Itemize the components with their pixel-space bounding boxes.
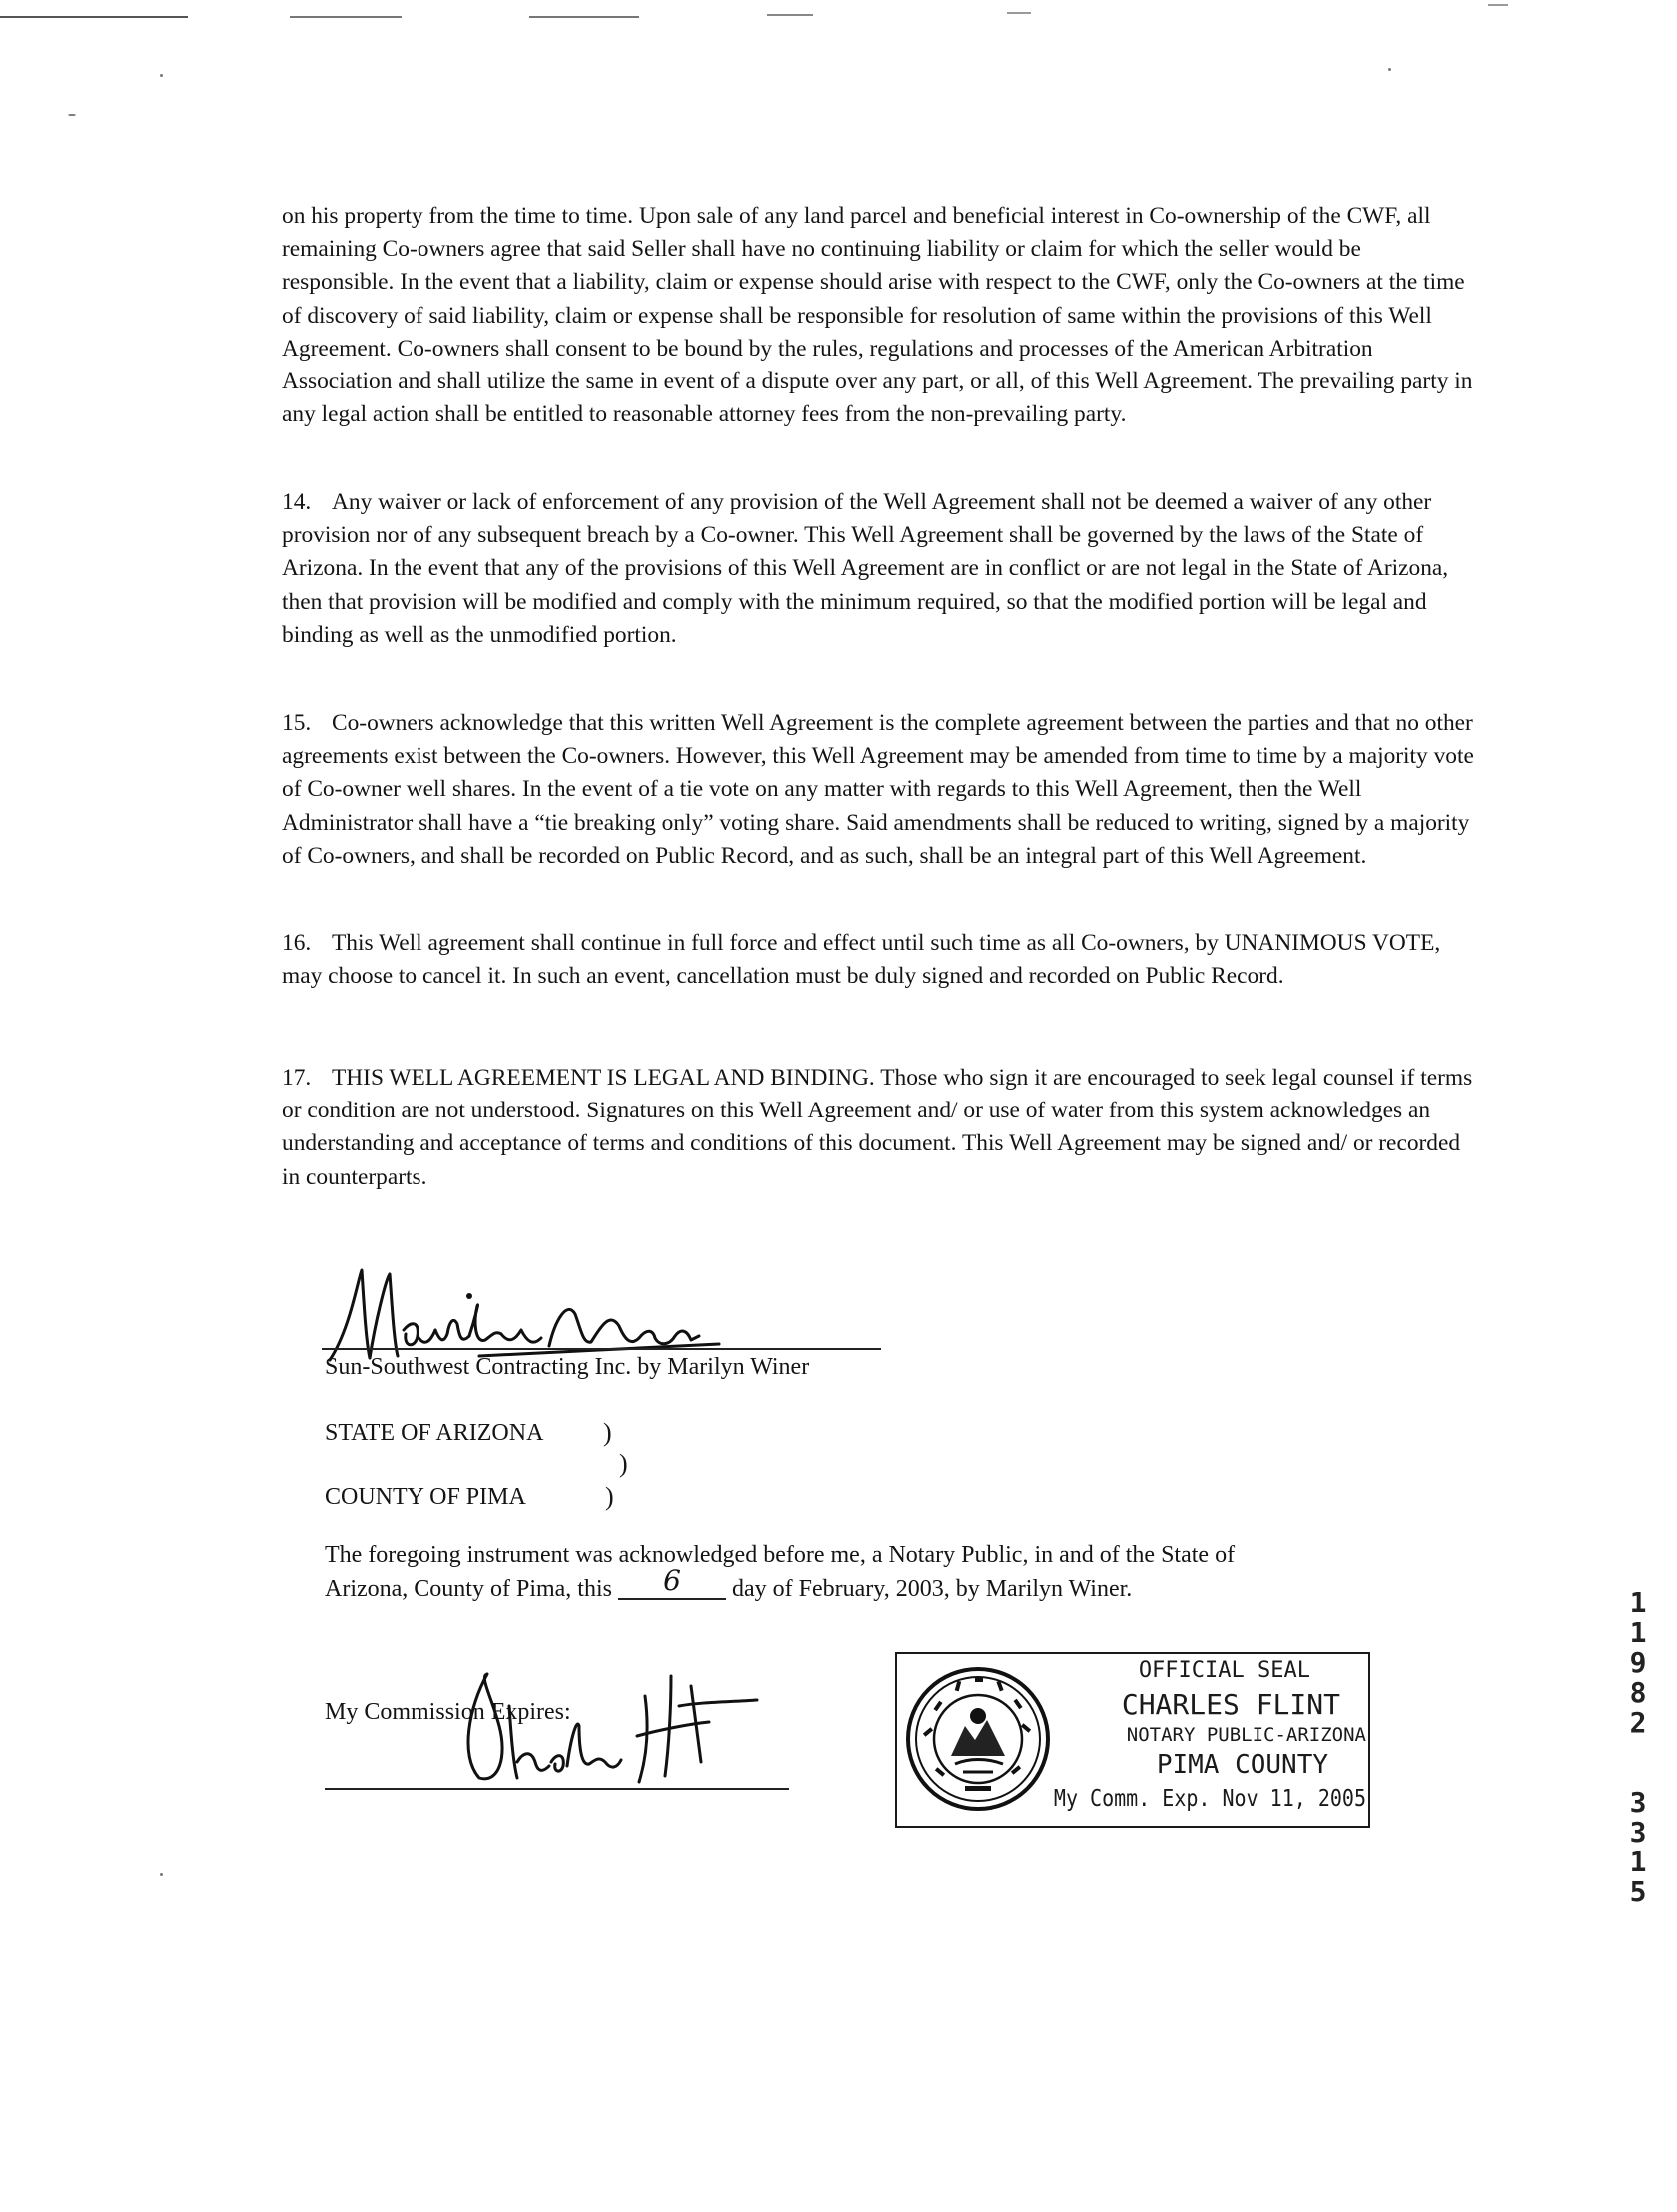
venue-state: STATE OF ARIZONA <box>325 1420 544 1446</box>
acknowledgment-day: 6 <box>663 1564 681 1597</box>
seal-line-official-seal: OFFICIAL SEAL <box>1138 1658 1310 1683</box>
paragraph-17 <box>282 1062 1475 1194</box>
paragraph-text: THIS WELL AGREEMENT IS LEGAL AND BINDING. Those who sign it are encouraged to seek legal counsel if terms or condition are not understood. Signatures on this Well Agreement and/ or use of water from this system acknowledges an understanding and acceptance of terms and conditions of this document. This Well Agreement may be signed and/ or recorded in counterparts. <box>282 1065 1473 1190</box>
paragraph-text: Co-owners acknowledge that this written Well Agreement is the complete agreement between the parties and that no other agreements exist between the Co-owners. However, this Well Agreement may be amended from time to time by a majority vote of Co-owner well shares. In the event of a tie vote on any matter with regards to this Well Agreement, then the Well Administrator shall have a “tie breaking only” voting share. Said amendments shall be reduced to writing, signed by a majority of Co-owners, and shall be recorded on Public Record, and as such, shall be an integral part of this Well Agreement. <box>282 710 1474 869</box>
recording-stamp-digit: 3 <box>1629 1816 1647 1848</box>
paragraph-text: This Well agreement shall continue in full force and effect until such time as all Co-owners, by UNANIMOUS VOTE, may choose to cancel it. In such an event, cancellation must be duly signed and recorded on Public Record. <box>282 930 1441 990</box>
recording-stamp-digit: 1 <box>1629 1586 1647 1619</box>
recording-stamp-digit: 9 <box>1629 1646 1647 1679</box>
paragraph-14 <box>282 486 1475 652</box>
signer-caption: Sun-Southwest Contracting Inc. by Marilyn Winer <box>325 1354 810 1380</box>
notary-signature <box>439 1666 779 1792</box>
venue-county: COUNTY OF PIMA <box>325 1484 526 1510</box>
acknowledgment-line-1: The foregoing instrument was acknowledged before me, a Notary Public, in and of the State of <box>325 1542 1236 1568</box>
scan-artifact-line <box>1488 4 1508 6</box>
venue-paren: ) <box>605 1482 614 1511</box>
scan-artifact-line <box>0 16 188 18</box>
signer-signature-line <box>322 1348 881 1350</box>
paragraph-number: 16. <box>282 930 312 956</box>
scan-artifact-line <box>1007 12 1031 14</box>
seal-line-notary-public: NOTARY PUBLIC-ARIZONA <box>1126 1724 1366 1746</box>
great-seal-emblem-icon <box>903 1664 1053 1814</box>
seal-line-commission-expiration: My Comm. Exp. Nov 11, 2005 <box>1053 1784 1366 1812</box>
seal-line-county: PIMA COUNTY <box>1156 1750 1328 1780</box>
recording-stamp-digit: 3 <box>1629 1786 1647 1819</box>
notary-signature-line <box>325 1788 789 1790</box>
recording-stamp-digit: 5 <box>1629 1875 1647 1908</box>
recording-stamp-digit: 8 <box>1629 1676 1647 1709</box>
paragraph-number: 15. <box>282 710 312 736</box>
paragraph-13-continuation: on his property from the time to time. Upon sale of any land parcel and beneficial interest in Co-ownership of the CWF, all remaining Co-owners agree that said Seller shall have no continuing liability or claim for which the seller would be responsible. In the event that a liability, claim or expense should arise with respect to the CWF, only the Co-owners at the time of discovery of said liability, claim or expense shall be responsible for resolution of same within the provisions of this Well Agreement. Co-owners shall consent to be bound by the rules, regulations and processes of the American Arbitration Association and shall utilize the same in event of a dispute over any part, or all, of this Well Agreement. The prevailing party in any legal action shall be entitled to reasonable attorney fees from the non-prevailing party. <box>282 203 1473 428</box>
acknowledgment-suffix: day of February, 2003, by Marilyn Winer. <box>731 1576 1133 1602</box>
recording-stamp-digit: 1 <box>1629 1616 1647 1649</box>
venue-paren: ) <box>603 1418 612 1447</box>
paragraph-text: Any waiver or lack of enforcement of any provision of the Well Agreement shall not be deemed a waiver of any other provision nor of any subsequent breach by a Co-owner. This Well Agreement shall be governed by the laws of the State of Arizona. In the event that any of the provisions of this Well Agreement are in conflict or are not legal in the State of Arizona, then that provision will be modified and comply with the minimum required, so that the modified portion will be legal and binding as well as the unmodified portion. <box>282 489 1449 648</box>
recording-stamp-digit: 2 <box>1629 1706 1647 1739</box>
acknowledgment-day-blank <box>618 1564 726 1600</box>
paragraph-15 <box>282 707 1475 873</box>
paragraph-number: 14. <box>282 489 312 515</box>
acknowledgment-line-2 <box>325 1564 1133 1604</box>
paragraph-16 <box>282 927 1475 993</box>
scan-speck <box>68 114 76 116</box>
seal-line-notary-name: CHARLES FLINT <box>1121 1688 1340 1721</box>
scan-speck <box>160 1873 163 1876</box>
paragraph-number: 17. <box>282 1065 312 1091</box>
venue-paren: ) <box>619 1449 628 1478</box>
scan-artifact-line <box>767 14 813 16</box>
recording-stamp-digit: 1 <box>1629 1845 1647 1878</box>
scan-artifact-line <box>529 16 639 18</box>
commission-expires-label: My Commission Expires: <box>325 1699 571 1725</box>
scan-artifact-line <box>290 16 402 18</box>
acknowledgment-prefix: Arizona, County of Pima, this <box>325 1576 612 1602</box>
official-seal-stamp <box>895 1652 1370 1828</box>
scan-speck <box>160 74 163 77</box>
scan-speck <box>1388 68 1391 71</box>
